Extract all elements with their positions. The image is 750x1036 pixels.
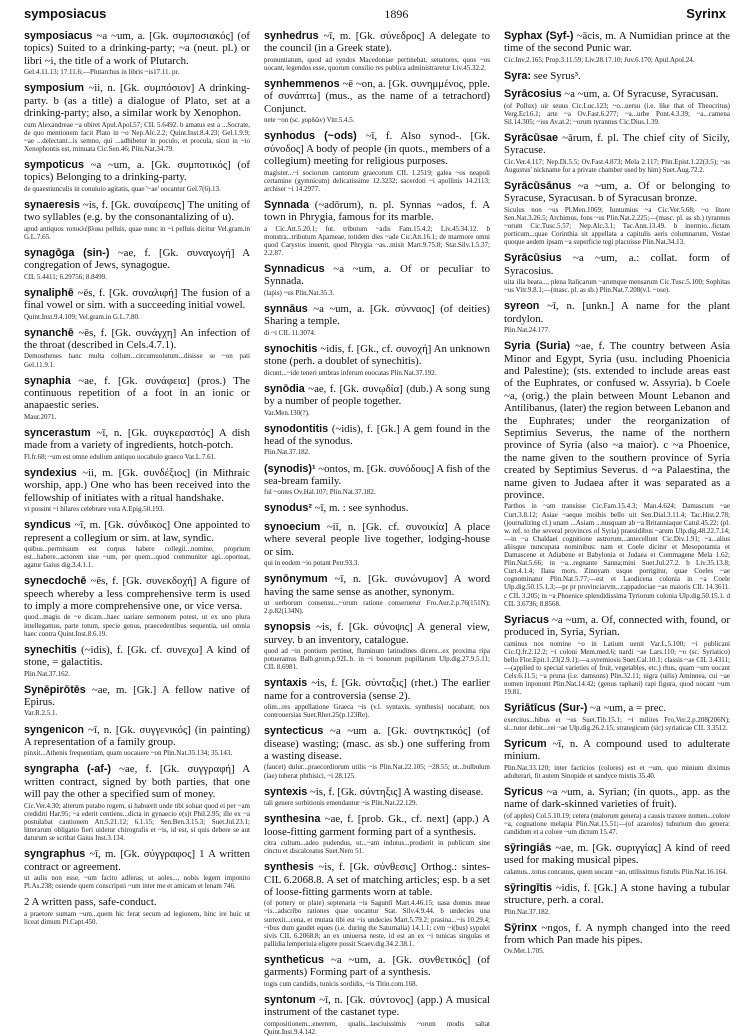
entry-citations: togis cum candidis, tunicis sordidis, ~is Titin.com.168. — [264, 979, 418, 988]
dictionary-entry — [504, 300, 730, 334]
entry-citations: calamus...totus concauus, quem uocant ~an, utilissimus fistulis Plin.Nat.16.164. — [504, 867, 728, 876]
entry-definition: ~idis, f. [Gk.] A stone having a tubular structure, perh. a coral. — [504, 881, 730, 907]
entry-definition: ~ontos, m. [Gk. συνόδους] A fish of the sea-bream family. — [264, 462, 490, 487]
entry-headword: Syricus — [504, 785, 544, 798]
column-3 — [504, 30, 730, 959]
entry-citations: pronuntiatum, quod ad syndos Macedoniae pertinebat, senatores, quos ~os uocant, legendos esse, quorum consilio res publica administraretur Liv.45.32.2. — [264, 55, 490, 72]
dictionary-entry — [264, 130, 490, 193]
entry-citations: quod...magis de ~e dicam...haec uariare sermonem potest, ut ex uno plura intellegamus, parte totum, specie genus, praecedentibus sequentia, uel omnia haec contra Quint.Inst.8.6.19. — [24, 613, 250, 638]
entry-citations: Plin.Nat.37.182. — [504, 907, 550, 916]
dictionary-entry — [504, 786, 730, 836]
entry-headword: symposiacus — [24, 30, 93, 42]
entry-headword: synōdia — [264, 382, 305, 395]
entry-definition-line — [24, 199, 250, 224]
entry-definition: (~idis), f. [Gk.] A gem found in the head of the synodus. — [264, 422, 490, 448]
entry-headword: synnāus — [264, 302, 308, 315]
entry-definition: ~ēs, f. [Gk. συνεκδοχή] A figure of speech whereby a less comprehensive term is used to imply a more comprehensive one, or vice versa. — [24, 575, 251, 613]
entry-definition-line — [24, 644, 250, 669]
dictionary-entry — [24, 519, 250, 569]
dictionary-entry — [24, 575, 250, 638]
entry-definition-line — [504, 738, 730, 763]
entry-headword: synaphia — [24, 374, 71, 387]
dictionary-entry — [504, 252, 730, 294]
entry-definition-line — [504, 252, 730, 277]
entry-definition-line — [264, 502, 490, 514]
dictionary-entry — [264, 677, 490, 719]
entry-definition-line — [504, 340, 730, 501]
dictionary-entry — [264, 303, 490, 337]
entry-headword: synodus² — [264, 502, 312, 515]
entry-headword: Syriātīcus (Sur-) — [504, 702, 588, 715]
dictionary-entry — [24, 82, 250, 153]
entry-definition-line — [264, 521, 490, 558]
entry-definition: ~ī, n. A compound used to adulterate minium. — [504, 737, 730, 763]
dictionary-entry — [504, 132, 730, 174]
entry-headword: syntaxis — [264, 677, 308, 690]
entry-definition: ~ae, f. [Gk. συγγραφή] A written contract, signed by both parties, that one will pay the other a specified sum of money. — [24, 763, 250, 801]
entry-headword: synhemmenos — [264, 78, 340, 90]
entry-citations: Quint.Inst.9.4.109; Vel.gram.in G.L.7.80. — [24, 312, 140, 321]
entry-definition: ~ī, n. [Gk. συνώνυμον] A word having the same sense as another, synonym. — [264, 573, 490, 598]
entry-definition-line — [504, 786, 730, 811]
entry-definition: ~ārum, f. pl. The chief city of Sicily, Syracuse. — [504, 132, 730, 157]
entry-citations: uita illa beata..., plena Italicarum ~arumque mensarum Cic.Tusc.5.100; Sophitas ~us Vitr.9.8.1;—(masc. pl. as sb.) Plin.Nat.7.208(v.l. ~ose). — [504, 278, 730, 295]
entry-citations: Var.R.2.5.1. — [24, 709, 58, 718]
entry-definition-line — [264, 343, 490, 368]
entry-definition: ~ēs, f. [Gk. συνάγχη] An infection of the throat (described in Cels.4.7.1). — [24, 326, 251, 352]
dictionary-entry — [24, 896, 250, 926]
dictionary-entry — [504, 30, 730, 64]
dictionary-entry — [504, 180, 730, 246]
entry-definition: ~ī, m. : see synhodus. — [314, 502, 409, 515]
entry-definition: ~ae, f. [Gk. συναγωγή] A congregation of Jews, synagogue. — [24, 246, 250, 272]
entry-headword: synaliphē — [24, 286, 74, 299]
entry-definition: ~idis, f. [Gk., cf. συνοχή] An unknown stone (perh. a doublet of synechitis). — [264, 342, 490, 368]
entry-citations: nete ~on (sc. χορδῶν) Vitr.5.4.5. — [264, 116, 355, 125]
entry-definition-line — [24, 467, 250, 504]
entry-citations: Fl.fr.68; ~um est omne edulium antiquo uocabulo graeco Var.L.7.61. — [24, 452, 216, 461]
dictionary-entry — [24, 247, 250, 281]
dictionary-entry — [264, 725, 490, 779]
entry-citations: quibus...permissum est corpus habere collegii...nomine, proprium est...habere...actorem siue ~um, per quem...quod communiter agi...oporteat, agatur Gaius dig.3.4.1.1. — [24, 544, 250, 570]
entry-headword: sȳringiās — [504, 841, 552, 854]
entry-citations: qui in eodem ~io potant Petr.93.3. — [264, 559, 360, 568]
dictionary-entry — [504, 882, 730, 916]
entry-headword: Syrācūsius — [504, 252, 562, 265]
entry-citations: citra cultum...adeo pudendus, ut...~am indutus...prodierit in publicum sine cinctu et discalceatus Suet.Nero 51. — [264, 838, 490, 856]
entry-definition: ~ae, m. [Gk.] A fellow native of Epirus. — [24, 683, 250, 709]
entry-definition: ~a ~um, a. Of or peculiar to Synnada. — [264, 263, 491, 288]
entry-definition-line — [24, 287, 250, 312]
entry-definition: ~ēs, f. [Gk. συναλιφή] The fusion of a final vowel or sim. with a succeeding initial vowel. — [24, 286, 250, 312]
entry-definition: ~ae, m. [Gk. συριγγίας] A kind of reed used for making musical pipes. — [504, 841, 730, 867]
dictionary-entry — [504, 702, 730, 732]
entry-citations: Plin.Nat.37.162. — [24, 669, 70, 678]
dictionary-entry — [264, 78, 490, 124]
entry-definition: ~is, f. [Gk. συναίρεσις] The uniting of two syllables (e.g. by the consonantalizing of u). — [24, 198, 250, 224]
dictionary-entry — [264, 573, 490, 615]
dictionary-entry — [504, 738, 730, 780]
dictionary-entry — [264, 786, 490, 808]
dictionary-entry — [264, 861, 490, 948]
entry-headword: syngraphus — [24, 848, 86, 861]
dictionary-entry — [264, 199, 490, 257]
entry-definition: ~is, f. [Gk. σύνθεσις] Orthog.: sintes- CIL 6.2068.8. A set of matching articles; esp. b a set of loose-fitting garments worn at table. — [264, 861, 490, 898]
entry-headword: Syricum — [504, 737, 547, 750]
entry-headword: synhodus (~ods) — [264, 130, 357, 143]
entry-citations: caminus nos nomine ~o in Latium uenit Var.L.5.100; ~i publicani Cic.Q.fr.2.12.2; ~i coloni Mem.med.6; nardi ~ae Lars.110; ~o (sc. Syriatico) bello Flor.Epit.1.23(2.9.1);—a.syremiosis Suet.Cal.10.1; classis ~ae CIL 3.4311;—(applied to special varieties of fruit, vegetables, etc.) rhus, quam ~um uocant Cels.6.11.5; ~a pruna (i.e. damsons) Plin.32.11; nigra (uilis) Aminnea, cui ~ae nomen inponunt Plin.Nat.14.42; (genus raphani) rapi figura, quod uocant ~um 19.81. — [504, 639, 730, 697]
entry-headword: Syra: — [504, 69, 532, 82]
entry-definition: ~ī, n. [Gk. σύντονος] (app.) A musical instrument of the castanet type. — [264, 993, 490, 1019]
page-number: 1896 — [384, 7, 409, 21]
entry-definition: ~a ~um, a. [Gk. σύνναος] (of deities) Sharing a temple. — [264, 302, 491, 328]
dictionary-entry — [24, 375, 250, 421]
dictionary-entry — [264, 30, 490, 72]
entry-headword: Syriacus — [504, 613, 550, 626]
entry-citations: (lapis) ~us Plin.Nat.35.3. — [264, 288, 335, 297]
dictionary-entry — [264, 423, 490, 457]
entry-definition-line — [504, 842, 730, 867]
entry-definition: ~is, f. [Gk. σύντηξις] A wasting disease. — [309, 785, 484, 798]
entry-citations: Plin.Nat.33.120; inter facticios (colores) est et ~um, quo minium diximus adulterari, fit autem Sinopide et sandyce mixtis 35.40. — [504, 763, 730, 780]
entry-citations: Plin.Nat.37.182. — [264, 448, 310, 457]
entry-definition: ~a ~um a. [Gk. συντηκτικός] (of disease) wasting; (masc. as sb.) one suffering from a wasting disease. — [264, 725, 490, 763]
entry-citations: Gel.4.11.13; 17.11.6;—Plutarchus in libris ~is17.11. pr. — [24, 68, 180, 77]
entry-headword: syndexius — [24, 466, 77, 479]
entry-definition-line — [24, 427, 250, 452]
dictionary-entry — [24, 724, 250, 758]
entry-definition: ~a ~um, a. Syrian; (in quots., app. as the name of dark-skinned varieties of fruit). — [504, 785, 730, 811]
left-running-head: symposiacus — [24, 6, 107, 21]
dictionary-entry — [264, 621, 490, 671]
entry-definition: ~ae, f. [Gk. συνάφεια] (pros.) The continuous repetition of a foot in an ionic or anapaestic series. — [24, 374, 251, 412]
dictionary-entry — [264, 954, 490, 988]
entry-headword: syreon — [504, 300, 540, 313]
entry-headword: syncerastum — [24, 426, 91, 439]
entry-definition-line — [264, 786, 490, 798]
entry-definition-line — [24, 763, 250, 800]
entry-headword: Sȳrinx — [504, 921, 538, 934]
dictionary-entry — [24, 427, 250, 461]
entry-citations: Maur.2071. — [24, 412, 57, 421]
entry-definition-line — [504, 614, 730, 639]
entry-headword: Syrācūsae — [504, 132, 559, 144]
entry-definition-line — [24, 848, 250, 873]
page-header — [24, 6, 726, 28]
dictionary-entry — [24, 763, 250, 842]
dictionary-entry — [504, 842, 730, 876]
entry-citations: Var.Men.130(?). — [264, 408, 310, 417]
entry-citations: compositionem...enerrem, qualis...lasciuissimis ~orum modis saltat Quint.Inst.9.4.142. — [264, 1019, 490, 1036]
entry-definition-line — [24, 247, 250, 272]
entry-definition: ~ae, f. The country between Asia Minor and Egypt, Syria (usu. including Phoenicia and Palestine); (sts. extended to include areas east of the Euphrates, or confused w. Assyria). b Coele ~a, (orig.) the plain between Mount Lebanon and Antilibanus, (later) the region between Lebanon and the Euphrates; under the reorganization of Septimius Severus, the name of the northern province of Syria (also ~a maior). c ~a Phoenice, the name given to the southern province of Syria created by Septimius Severus. d ~a Palaestina, the name given to Judaea after it was separated as a province. — [504, 340, 731, 502]
column-1 — [24, 30, 250, 959]
entry-citations: (faucet) dulur...praecordiorum utilis ~is Plin.Nat.22.105; ~28.55; ut...bulbulum (iae) tuberat phthisici, ~i 28.125. — [264, 763, 490, 780]
entry-citations: a Cic.Att.5.20.1; fut. tributum ~adis Fam.15.4.2; Liv.45.34.12. b monstra...tributum Apameae, totidem dies ~ade Cic.Att.16.1; de marmore omni quod Carystos inuenit, quod Phrygia ~as...misit Mart.9.75.8; Stat.Silv.1.5.37; 2.2.87. — [264, 224, 490, 257]
entry-definition-line — [264, 621, 490, 646]
entry-headword: Synnadicus — [264, 263, 325, 275]
entry-headword: sȳringītis — [504, 881, 553, 894]
entry-definition: ~a ~um, a. Of Syracuse, Syracusan. — [564, 88, 719, 101]
entry-definition-line — [264, 383, 490, 408]
entry-definition: ~a ~um, a. Of or belonging to Syracuse, Syracusan. b of Syracusan bronze. — [504, 180, 730, 205]
dictionary-entry — [264, 521, 490, 567]
entry-definition-line — [504, 702, 730, 714]
entry-definition-line — [24, 519, 250, 544]
entry-citations: exercitus...hibus et ~us Suet.Tib.15.1; ~i milites Fro.Ver.2.p.208(206N); si...tutor debit...rei ~ae Ulp.dig.26.2.15; strategicum (sic) syriaticae CIL 3.3512. — [504, 715, 730, 732]
entry-definition: ~ae, f. [prob. Gk., cf. next] (app.) A loose-fitting garment forming part of a synthesis. — [264, 813, 490, 838]
entry-definition-line — [264, 813, 490, 838]
entry-headword: Syrācosius — [504, 88, 562, 101]
entry-citations: Demosthenes hanc multa collum...circumuolutum...disisse se ~on pati Gel.11.9.1. — [24, 352, 250, 369]
entry-definition: ~ī, f. Also synod-. [Gk. σύνοδος] A body of people (in quots., members of a collegium) meeting for religious purposes. — [264, 130, 491, 168]
entry-definition-line — [264, 130, 490, 167]
entry-definition-line — [504, 132, 730, 157]
entry-definition: ~is, f. [Gk. σύνοψις] A general view, survey. b an inventory, catalogue. — [264, 621, 491, 646]
entry-headword: syntheticus — [264, 953, 324, 966]
entry-definition-line — [24, 896, 250, 908]
entry-citations: Parthos in ~am transisse Cic.Fam.15.4.3; Man.4.624; Damascum ~ae Curt.3.8.12; Asiae ~aeque moibis bello uit Sen.Dial.3.11.4; Tac.Hist.2.78; (journalizing cl.) unam ...Asiam ...nusquam ab ~a Britanniaque Catul.45.22; (pl. w. ref. to the several provinces of Syria) praesidibus ~arum Ulp.dig.48.22.7.14;—in ~a Chaldaei cognitione astrorum...antecellunt Cic.Div.1.91; ~a...alius aliisque nuncupata nominibus: nam et Coele dicitur et Mesopotamia et Damascene et Adiabene et Babylonia et Judaea et Commagene Mela 1.62; Plin.Nat.5.66; in ~a...regnante Sanna;mini Suet.Jul.27.2. b Liv.35.13.8; Curt.4.1.4; Ilana mors. Zinnyam usque porrigitur, quae Coeles ~ae cognominatur Plin.Nat.5.77;—est et Laodicena colonia in ~a Coele Ulp.dig.50.15.1.3;—pr pr provinciarvm...cappadociae ~ae maioris CIL 14.3611. c CIL 3.205; in ~a Phoenice splendidissima Tyriorum colonia Ulp.dig.50.15.1. d CIL 3.6736; 8.8568. — [504, 502, 730, 608]
entry-citations: Cic.Ver.4.117; Nep.Di.5.5; Ov.Fast.4.873; Mela 2.117; Plin.Epist.1.22(3.5); ~as Augustus' nickname for a private chamber used by him) Suet.Aug.72.2. — [504, 157, 730, 174]
entry-citations: pinxit...Athenis frequentiam, quam uocauere ~on Plin.Nat.35.134; 35.143. — [24, 749, 233, 758]
entry-headword: syndicus — [24, 519, 71, 532]
entry-definition: ~ī, n. [Gk. συγκεραστός] A dish made from a variety of ingredients, hotch-potch. — [24, 426, 250, 452]
entry-headword: synthesis — [264, 861, 314, 874]
entry-headword: synagōga (sin-) — [24, 246, 110, 259]
entry-citations: ut uerborum consensu...~orum ratione conseruetur Fro.Aur.2.p.76(151N); 2.p.82(134N). — [264, 598, 490, 616]
dictionary-entry — [264, 383, 490, 417]
entry-definition: ~ngos, f. A nymph changed into the reed from which Pan made his pipes. — [504, 921, 730, 947]
dictionary-entry — [24, 30, 250, 76]
entry-headword: syntexis — [264, 785, 308, 798]
entry-headword: synechitis — [24, 643, 77, 656]
entry-citations: olim...res appellatione Graeca ~is (v.l. syntaxis, synthesis) uocabant; nox controuersias Suet.Rhet.25(p.123Re). — [264, 703, 490, 720]
entry-headword: syntecticus — [264, 725, 324, 738]
entry-definition: ~a ~um, a. [Gk. συμποτικός] (of topics) Belonging to a drinking-party. — [24, 158, 250, 184]
entry-definition: ~a ~um, a. Of, connected with, found, or produced in, Syria, Syrian. — [504, 613, 730, 639]
entry-definition-line — [264, 423, 490, 448]
entry-definition-line — [504, 300, 730, 325]
entry-definition-line — [264, 30, 490, 55]
entry-definition: ~is, f. [Gk. σύνταξις] (rhet.) The earlier name for a controversia (sense 2). — [264, 677, 490, 702]
dictionary-entry — [24, 644, 250, 678]
entry-definition: ~ī, n. [Gk. συγγενικός] (in painting) A representation of a family group. — [24, 723, 251, 748]
entry-citations: cum Alexandreae ~a obiret Apul.Apol.57; CIL 5.6492. b amatus est a ...Socrate, de quo mentionem facit Plato in ~o Nep.Alc.2.2; Quint.Inst.8.4.23; Gel.1.9.9; ~ae ...delectant...is semno, qui ...adhibetur in poculo, et procula, sicut in ~io Xenophontis est, minuata Cic.Sen.46; Plin.Nat.34.79. — [24, 120, 250, 153]
entry-citations: CIL 5.4411; 6.29756; 8.8499. — [24, 272, 107, 281]
entry-citations: Siculus non ~us Pl.Men.1069; Iuntumius ~a Cic.Ver.5.68; ~o litore Sen.Nat.3.26.5; Archimus, fons ~us Plin.Nat.2.225;—(masc. pl. as sb.) tyrannus ~orum Cic.Tusc.5.57; Nep.Alc.3.1; Tac.Ann.13.49. b inermio...fictam porticum...quae Corinthia sit appellata a capitulis aeris columnarum, Vestae quoque aedem ipsam ~a superficie tegi placuisse Plin.Nat.34.13. — [504, 205, 730, 247]
dictionary-entry — [24, 159, 250, 193]
entry-definition-line — [24, 82, 250, 119]
dictionary-entry — [264, 994, 490, 1036]
entry-citations: tali genere sorbitionis emendantur ~is Plin.Nat.22.129. — [264, 799, 418, 808]
entry-definition-line — [504, 180, 730, 205]
entry-headword: synhedrus — [264, 30, 319, 42]
entry-headword: synanchē — [24, 326, 74, 339]
entry-headword: Syphax (Syf-) — [504, 30, 574, 42]
dictionary-entry — [24, 684, 250, 718]
dictionary-entry — [504, 922, 730, 956]
entry-definition: ~ae, f. [Gk. συνῳδία] (dub.) A song sung by a number of people together. — [264, 382, 490, 408]
entry-definition-line — [264, 573, 490, 598]
entry-headword: synecdochē — [24, 575, 87, 588]
entry-definition-line — [24, 724, 250, 749]
entry-headword: sympoticus — [24, 158, 84, 171]
dictionary-entry — [264, 343, 490, 377]
entry-citations: ful ~ontes Ov.Hal.107; Plin.Nat.37.182. — [264, 488, 376, 497]
dictionary-entry — [264, 502, 490, 514]
entry-citations: de quaestiunculis in conuiuio agitatis, quae '~ae' uocantur Gel.7(6).13. — [24, 184, 221, 193]
entry-citations: ut aulis non esse, ~um facito adferas; ut aoles..., nobis legem imponito Pl.As.238; ostende quem conscripsti ~um inter me et amicam et lenam 746. — [24, 873, 250, 891]
entry-citations: apud antiquos τοπικλέβλακι pelluis, quae nunc in ~i pelluis dicitur Vel.gram.in G.L.7.65. — [24, 224, 250, 241]
dictionary-entry — [264, 263, 490, 297]
entry-citations: di ~i CIL 11.3074. — [264, 328, 316, 337]
dictionary-entry — [504, 88, 730, 126]
dictionary-entry — [24, 199, 250, 241]
entry-citations: Cic.Inv.2.165; Prop.3.11.59; Liv.28.17.10; Juv.6.170; Apul.Apol.24. — [504, 55, 695, 64]
dictionary-entry — [24, 327, 250, 369]
entry-citations: Cic.Ver.4.30; alterum putabo regem, si habuerit unde tibi soluat quod ei per ~am crediditi Har.95; ~a ederit centiens...dicta in gynaecio e(s)t Phil.2.95; ille ex ~a postulabat cautionem Att.5.21.12; 6.1.15; Sen.Ben.3.15.3; Suet.Jul.23.1; litterarum obligatio fieri uidetur chirografis et ~is, id est, si quis debere se aut daturum se scribat Gaius Inst.3.134. — [24, 801, 250, 843]
entry-citations: magister...~i sociorum cantorum graecorum CIL 1.2519; galea ~os neapoli certamine (gymnicum) delicatissime 12.3232; sacerdoti ~i apollinis 14.2113; archiser ~i 14.2977. — [264, 168, 490, 193]
entry-citations: a praetore sumam ~um...quem hic ferat secum ad legionem, hinc ire huic ut liceat dimum Pl.Capt.450. — [24, 909, 250, 926]
entry-headword: Syria (Suria) — [504, 340, 571, 353]
entry-definition: ~a ~um, a.: collat. form of Syracosius. — [504, 252, 730, 277]
entry-headword: synaeresis — [24, 198, 80, 211]
entry-definition: ~iī, n. [Gk. cf. συνοικία] A place where several people live together, lodging-house or sim. — [264, 520, 490, 558]
dictionary-entry — [264, 813, 490, 855]
dictionary-entry — [504, 70, 730, 82]
entry-citations: dicunt...~ide teneri umbras inferum euocatas Plin.Nat.37.192. — [264, 368, 437, 377]
dictionary-entry — [264, 463, 490, 497]
entry-citations: (of apples) Col.5.10.19; cetera (malorum genera) a causis traxere nomen...colore ~a, cognatione melapia Plin.Nat.15.51;—(of azarolos) tuburium duo genera: candidum et a colore ~um dictum 15.47. — [504, 811, 730, 836]
entry-definition-line — [24, 30, 250, 67]
entry-definition: ~a ~um, a. [Gk. συνθετικός] (of garments) Forming part of a synthesis. — [264, 953, 490, 979]
entry-definition-line — [504, 70, 730, 82]
entry-definition-line — [264, 463, 490, 488]
entry-citations: Ov.Met.1.705. — [504, 947, 545, 956]
entry-definition-line — [264, 677, 490, 702]
entry-headword: Synnada — [264, 198, 310, 211]
entry-definition-line — [24, 684, 250, 709]
entry-definition-line — [264, 303, 490, 328]
entry-headword: syngrapha (-af-) — [24, 763, 112, 776]
dictionary-entry — [24, 848, 250, 890]
entry-headword: (synodis)¹ — [264, 462, 316, 475]
entry-headword: synochitis — [264, 342, 318, 355]
entry-citations: (of pottery or plate) septenaria ~is Saguntī Mart.4.46.15; uasa domus meae ~is...adscribo rationes quae uocantur Stat. Silv.4.9.44. b undecies una surrexit...cena, et mutata tibi est ~is undecies Mart.5.79.2; prasina...~is 10.29.4; ~ibus dum gaudet eques (i.e. during the Saturnalia) 14.1.1; cvm ~i(bus) sypulei sivis CIL 6.2068.8; an ex uniuersa neste, id est an ex ~i tunicas singulas et pallidia lemperiuia eligere possit Scaev.dig.34.2.38.1. — [264, 899, 490, 948]
dictionary-entry — [504, 614, 730, 696]
entry-definition-line — [504, 88, 730, 100]
entry-citations: Plin.Nat.24.177. — [504, 326, 550, 335]
entry-definition-line — [264, 994, 490, 1019]
entry-definition-line — [264, 78, 490, 115]
entry-definition: ~a ~um, a. [Gk. συμποσιακός] (of topics) Suited to a drinking-party; ~a (neut. pl.) or libri ~i, the title of a work of Plutarch. — [24, 30, 250, 67]
entry-headword: Syrācūsānus — [504, 180, 572, 192]
entry-headword: Synēpirōtēs — [24, 683, 86, 696]
entry-headword: symposium — [24, 82, 84, 95]
entry-definition: ~ē ~on, a. [Gk. συνημμένος, pple. of συνάπτω] (mus., as the name of a tetrachord) Conjunct. — [264, 78, 491, 115]
entry-definition-line — [264, 725, 490, 762]
entry-definition-line — [24, 375, 250, 412]
entry-definition: ~ācis, m. A Numidian prince at the time of the second Punic war. — [504, 30, 730, 55]
entry-definition-line — [24, 327, 250, 352]
entry-citations: vt possint ~i hilares celebrare vota A.Epig.50.193. — [24, 505, 165, 514]
entry-definition-line — [504, 882, 730, 907]
entry-headword: synthesina — [264, 813, 321, 826]
entry-headword: syntonum — [264, 993, 316, 1006]
entry-definition: (~idis), f. [Gk. cf. συνεχω] A kind of stone, = galactitis. — [24, 643, 250, 669]
entry-definition: see Syrus³. — [533, 69, 581, 82]
entry-definition: ~ii, n. [Gk. συμπόσιον] A drinking-party. b (as a title) a dialogue of Plato, set at a drinking-party; also, a similar work by Xenophon. — [24, 82, 250, 120]
entry-definition-line — [264, 263, 490, 288]
entry-headword: syngenicon — [24, 723, 84, 736]
dictionary-entry — [24, 467, 250, 513]
entry-definition-line — [504, 30, 730, 55]
entry-definition-line — [24, 575, 250, 612]
dictionary-entry — [504, 340, 730, 608]
entry-definition: ~ī, m. [Gk. σύνεδρος] A delegate to the council (in a Greek state). — [264, 30, 490, 55]
dictionary-columns — [24, 30, 731, 1036]
entry-definition: ~ī, n. [unkn.] A name for the plant tordylon. — [504, 300, 730, 325]
entry-definition: (~adōrum), n. pl. Synnas ~ados, f. A town in Phrygia, famous for its marble. — [264, 198, 491, 224]
entry-citations: quod ad ~in pontium pertinet, fluminum latitudines dicere...ex proxima ripa potueramus Balb.grom.p.92L.b. in ~i bonorum pupillarum Ulp.dig.27.9.5.11; CIL 8.6981. — [264, 646, 490, 672]
entry-definition-line — [264, 861, 490, 898]
entry-definition: ~ī, m. [Gk. σύνδικος] One appointed to represent a collegium or sim. at law, syndic. — [24, 519, 250, 544]
entry-definition: ~ī, m. [Gk. σύγγραφος] 1 A written contract or agreement. — [24, 848, 250, 873]
entry-definition-line — [504, 922, 730, 947]
dictionary-entry — [24, 287, 250, 321]
entry-definition: ~a ~um, a = prec. — [590, 702, 667, 715]
entry-definition: 2 A written pass, safe-conduct. — [24, 896, 157, 909]
right-running-head: Syrinx — [686, 6, 726, 21]
entry-definition: ~ii, m. [Gk. συνδέξιος] (in Mithraic worship, app.) One who has been received into the fellowship of initiates with a ritual handshake. — [24, 466, 250, 504]
entry-headword: synoecium — [264, 520, 321, 533]
entry-definition-line — [24, 159, 250, 184]
entry-headword: synopsis — [264, 621, 311, 634]
entry-headword: synodontitis — [264, 422, 329, 435]
entry-headword: synōnymum — [264, 573, 328, 586]
entry-citations: (of Pollux) uir seuus Cic.Luc.123; ~o...uersu (i.e. like that of Theocritus) Verg.Ecl.6.1; arte ~a Ov.Fast.6.277; ~a...urbe Pont.4.3.39; ~a...camena Sil.14.305; ~ius Av.at.2; ~orum tyrannus Cic.Dius.1.39. — [504, 101, 730, 126]
column-2 — [264, 30, 491, 1036]
entry-definition-line — [264, 954, 490, 979]
entry-definition-line — [264, 199, 490, 224]
